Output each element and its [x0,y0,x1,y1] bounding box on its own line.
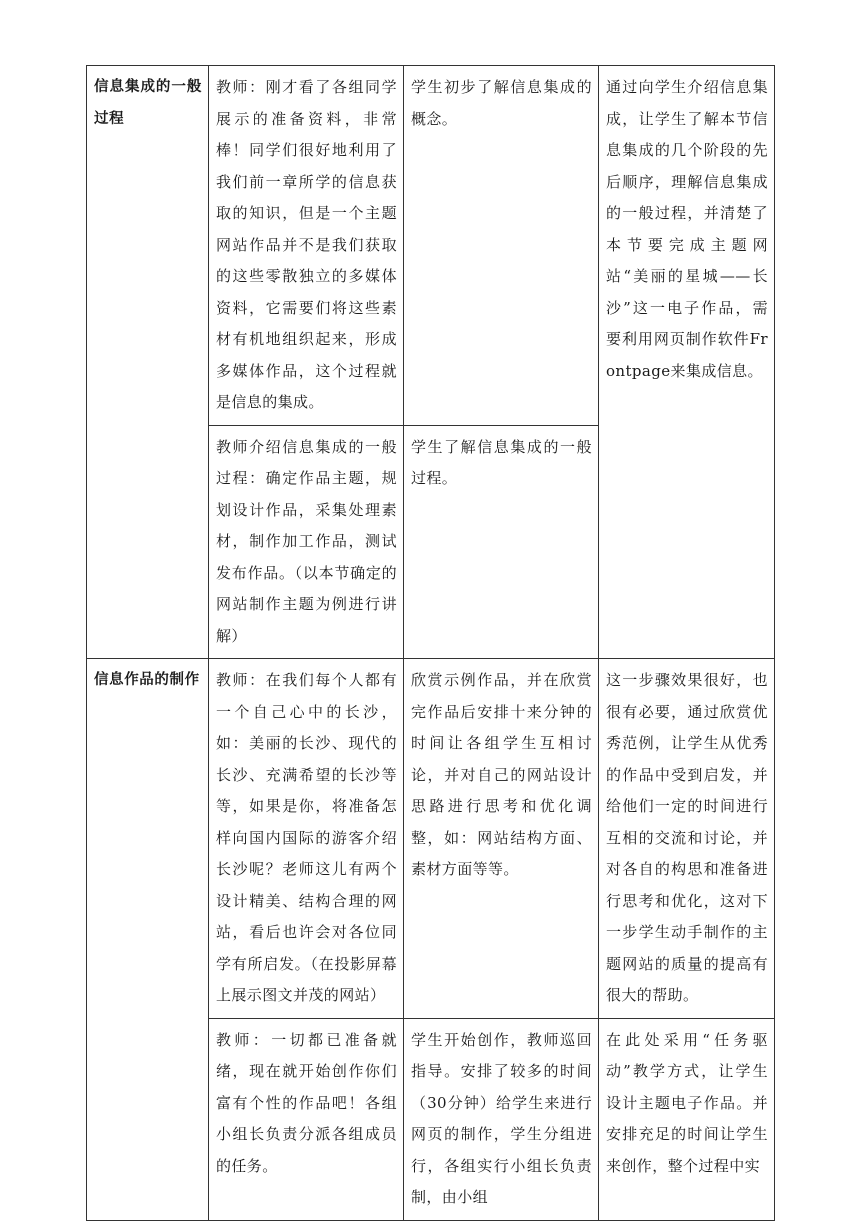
stage-cell [87,66,209,659]
student-activity-cell [404,659,599,1019]
teacher-activity-cell [209,66,404,426]
stage-label: 信息作品的制作 [94,672,200,688]
design-intent-text: 这一步骤效果很好，也很有必要，通过欣赏优秀范例，让学生从优秀的作品中受到启发，并给他们一定的时间进行互相的交流和讨论，并对各自的构思和准备进行思考和优化，这对下一步学生动手制作的主题网站的质量的提高有很大的帮助。 [606,671,768,1004]
teacher-activity-text: 教师：刚才看了各组同学展示的准备资料，非常棒！同学们很好地利用了我们前一章所学的信息获取的知识，但是一个主题网站作品并不是我们获取的这些零散独立的多媒体资料，它需要们将这些素材有机地组织起来，形成多媒体作品，这个过程就是信息的集成。 [216,78,397,411]
design-intent-cell [599,66,775,659]
teacher-activity-text: 教师：一切都已准备就绪，现在就开始创作你们富有个性的作品吧！各组小组长负责分派各组成员的任务。 [216,1030,397,1175]
design-intent-cell [599,659,775,1019]
table-row [87,659,775,1019]
student-activity-cell [404,66,599,426]
stage-label: 信息集成的一般过程 [94,79,202,127]
lesson-plan-table [86,65,775,1221]
stage-cell [87,659,209,1221]
table-row [87,66,775,426]
teacher-activity-text: 教师介绍信息集成的一般过程：确定作品主题，规划设计作品，采集处理素材，制作加工作品，测试发布作品。（以本节确定的网站制作主题为例进行讲解） [216,437,397,645]
design-intent-text: 在此处采用“任务驱动”教学方式，让学生设计主题电子作品。并安排充足的时间让学生来创作，整个过程中实 [606,1030,768,1175]
student-activity-text: 欣赏示例作品，并在欣赏完作品后安排十来分钟的时间让各组学生互相讨论，并对自己的网站设计思路进行思考和优化调整，如：网站结构方面、素材方面等等。 [411,671,592,878]
student-activity-cell [404,425,599,659]
teacher-activity-cell [209,1018,404,1220]
design-intent-text: 通过向学生介绍信息集成，让学生了解本节信息集成的几个阶段的先后顺序，理解信息集成的一般过程，并清楚了本节要完成主题网站“美丽的星城——长沙”这一电子作品，需要利用网页制作软件Frontpage来集成信息。 [606,78,768,380]
teacher-activity-cell [209,425,404,659]
student-activity-text: 学生开始创作，教师巡回指导。安排了较多的时间（30分钟）给学生来进行网页的制作，学生分组进行，各组实行小组长负责制，由小组 [411,1030,592,1206]
lesson-plan-sheet [86,65,774,1206]
student-activity-text: 学生初步了解信息集成的概念。 [411,78,592,128]
teacher-activity-text: 教师：在我们每个人都有一个自己心中的长沙，如：美丽的长沙、现代的长沙、充满希望的长沙等等，如果是你，将准备怎样向国内国际的游客介绍长沙呢？老师这儿有两个设计精美、结构合理的网站，看后也许会对各位同学有所启发。（在投影屏幕上展示图文并茂的网站） [216,671,397,1004]
student-activity-cell [404,1018,599,1220]
student-activity-text: 学生了解信息集成的一般过程。 [411,437,592,487]
teacher-activity-cell [209,659,404,1019]
design-intent-cell [599,1018,775,1220]
